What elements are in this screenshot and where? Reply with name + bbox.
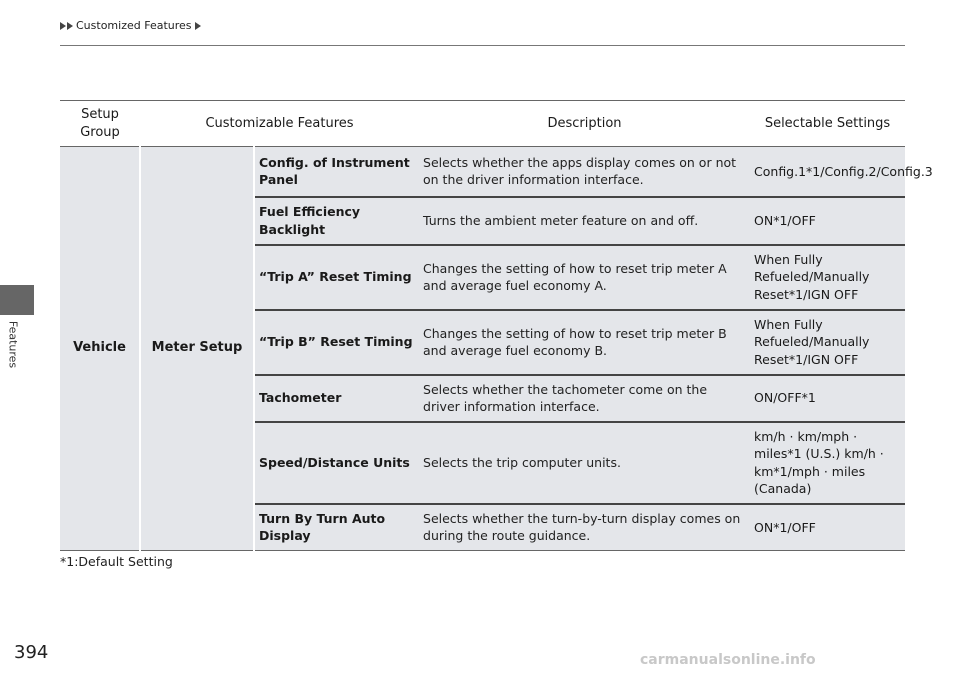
settings-text: Config.1*1/Config.2/Config.3 [754, 163, 933, 179]
breadcrumb[interactable] [60, 19, 202, 32]
description-cell: Changes the setting of how to reset trip meter A and average fuel economy A. [419, 245, 750, 310]
feature-cell: Speed/Distance Units [254, 422, 419, 504]
description-cell: Selects whether the turn-by-turn display comes on during the route guidance. [419, 504, 750, 551]
arrow-icon [67, 22, 73, 30]
page-number: 394 [14, 642, 49, 663]
table-header-row [60, 101, 905, 147]
settings-cell [750, 375, 905, 422]
header-setup-group: Setup Group [60, 101, 140, 147]
subgroup-cell: Meter Setup [140, 147, 254, 551]
watermark: carmanualsonline.info [640, 652, 816, 668]
header-customizable-features: Customizable Features [140, 101, 419, 147]
section-tab-label: Features [6, 320, 20, 369]
feature-cell: Tachometer [254, 375, 419, 422]
customized-features-table [60, 100, 933, 551]
description-cell: Selects whether the tachometer come on the driver information interface. [419, 375, 750, 422]
breadcrumb-label: Customized Features [76, 19, 192, 32]
header-rule [60, 45, 905, 46]
settings-text: When Fully Refueled/Manually Reset*1/IGN OFF [754, 316, 870, 367]
header-selectable-settings: Selectable Settings [750, 101, 905, 147]
feature-cell: “Trip B” Reset Timing [254, 310, 419, 375]
settings-cell [750, 245, 905, 310]
settings-text: ON/OFF*1 [754, 390, 816, 406]
feature-cell: “Trip A” Reset Timing [254, 245, 419, 310]
description-cell: Selects whether the apps display comes on or not on the driver information interface. [419, 147, 750, 197]
settings-cell [750, 422, 905, 504]
description-cell: Turns the ambient meter feature on and off. [419, 197, 750, 245]
feature-cell: Fuel Efficiency Backlight [254, 197, 419, 245]
settings-cell [750, 147, 933, 197]
table-row [60, 147, 905, 197]
settings-text: ON*1/OFF [754, 519, 816, 535]
arrow-icon [60, 22, 66, 30]
section-tab [0, 285, 34, 315]
setup-group-cell: Vehicle [60, 147, 140, 551]
settings-cell [750, 504, 905, 551]
settings-cell [750, 197, 905, 245]
settings-text: km/h · km/mph · miles*1 (U.S.) km/h · km*1/mph · miles (Canada) [754, 428, 884, 496]
arrow-icon [195, 22, 201, 30]
settings-cell [750, 310, 905, 375]
feature-cell: Turn By Turn Auto Display [254, 504, 419, 551]
settings-text: ON*1/OFF [754, 212, 816, 228]
description-cell: Selects the trip computer units. [419, 422, 750, 504]
settings-text: When Fully Refueled/Manually Reset*1/IGN OFF [754, 251, 870, 302]
header-description: Description [419, 101, 750, 147]
feature-cell: Config. of Instrument Panel [254, 147, 419, 197]
footnote: *1:Default Setting [60, 554, 173, 569]
description-cell: Changes the setting of how to reset trip meter B and average fuel economy B. [419, 310, 750, 375]
